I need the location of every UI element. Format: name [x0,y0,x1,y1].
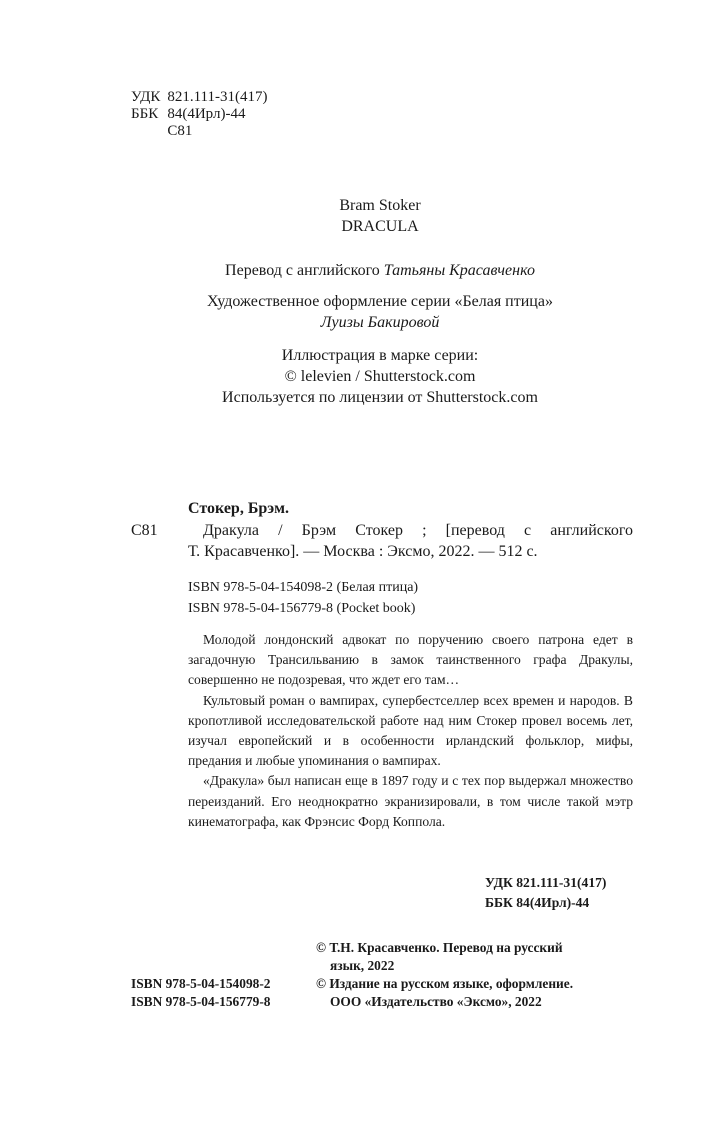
footer-isbn-2: ISBN 978-5-04-156779-8 [131,994,271,1009]
annotation-bbk: ББК 84(4Ирл)-44 [485,895,590,911]
annotation-paragraph: Молодой лондонский адвокат по поручению своего патрона едет в загадочную Трансильванию в замок таинственного графа Дракулы, совершенно не подозревая, что ждет его там… [188,632,633,688]
catalog-line-2: Т. Красавченко]. — Москва : Эксмо, 2022. — 512 с. [188,543,538,560]
annotation [188,630,633,832]
designer-name: Луизы Бакировой [320,314,440,331]
catalog-isbn-2: ISBN 978-5-04-156779-8 (Pocket book) [188,601,416,616]
catalog-mark: С81 [131,522,158,539]
author-mark: С81 [167,123,193,139]
copyright-block [316,939,573,1011]
annotation-udk: УДК 821.111-31(417) [485,875,607,890]
original-title: DRACULA [341,218,419,235]
catalog-heading: Стокер, Брэм. [188,500,289,517]
translator-name: Татьяны Красавченко [383,262,535,279]
original-author: Bram Stoker [339,197,421,214]
copyright-translation-1: © Т.Н. Красавченко. Перевод на русский [316,940,563,955]
annotation-paragraph: «Дракула» был написан еще в 1897 году и с тех пор выдержал множество переизданий. Его неоднократно экранизировали, в том числе такой мэтр кинематографа, как Фрэнсис Форд Коппола. [188,773,633,829]
catalog-line-1: Дракула / Брэм Стокер ; [перевод с английского [203,522,633,539]
translator-line [130,260,630,281]
udk-value: 821.111-31(417) [167,89,268,105]
illustration-line-1: Иллюстрация в марке серии: [281,347,479,364]
bbk-value: 84(4Ирл)-44 [167,106,246,122]
original-title-block [180,195,580,237]
translation-prefix: Перевод с английского [225,262,380,279]
annotation-paragraph: Культовый роман о вампирах, супербестселлер всех времен и народов. В кропотливой исследовательской работе над ним Стокер провел восемь лет, изучал европейский и в особенности ирландский фольклор, мифы, предания и любые упоминания о вампирах. [188,692,633,769]
udk-label: УДК [131,89,161,105]
footer-isbns [131,975,270,1011]
footer-isbn-1: ISBN 978-5-04-154098-2 [131,976,271,991]
catalog-isbns [188,577,418,619]
classification-codes [131,89,274,140]
design-credit [130,291,630,333]
illustration-line-3: Используется по лицензии от Shutterstock.com [222,389,538,406]
catalog-description [188,520,633,562]
copyright-edition-1: © Издание на русском языке, оформление. [316,976,574,991]
copyright-translation-2: язык, 2022 [330,958,395,973]
illustration-line-2: © lelevien / Shutterstock.com [284,368,476,385]
bbk-label: ББК [131,106,159,122]
annotation-codes [485,873,606,913]
illustration-credit [130,345,630,408]
copyright-edition-2: ООО «Издательство «Эксмо», 2022 [330,994,542,1009]
catalog-isbn-1: ISBN 978-5-04-154098-2 (Белая птица) [188,580,419,595]
design-line: Художественное оформление серии «Белая птица» [207,293,553,310]
